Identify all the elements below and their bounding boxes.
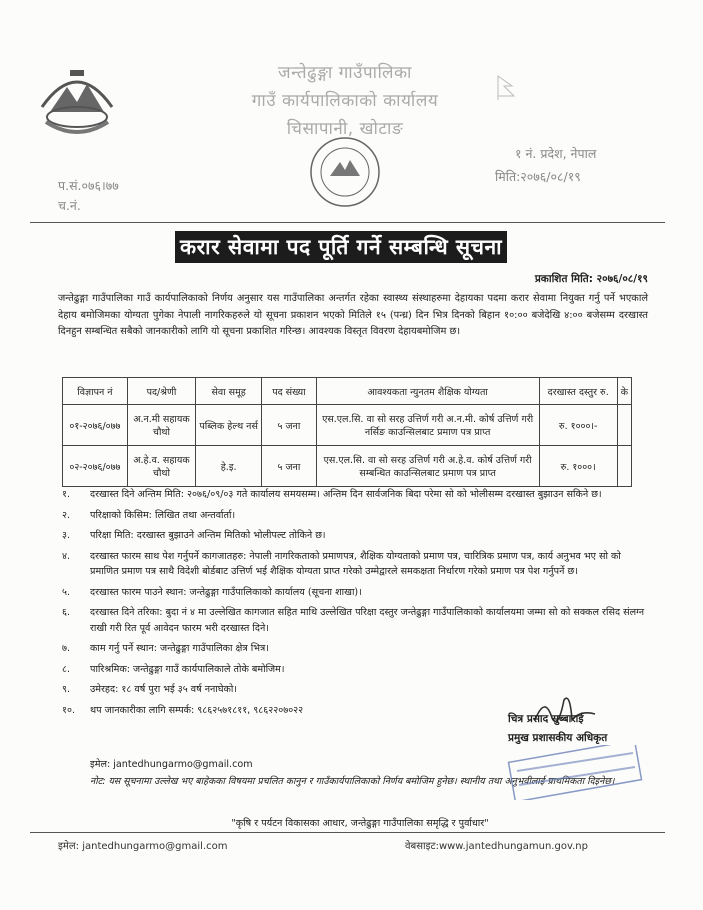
list-item: ६. दरखास्त दिने तरिका: बुदा नं ४ मा उल्लेखित कागजात सहित माथि उल्लेखित परिक्षा दस्तुर जन्तेढुङ्गा गाउँपालिकाको कार्यालयमा जम्मा सो को सक्कल रसिद संलग्न राखी गरी रित पूर्व आवेदन फारम भरी दरखास्त दिने।	[62, 607, 645, 634]
cell-fee: रु. १०००।	[539, 446, 617, 487]
col-header-qualification: आवश्यकता न्युनतम शैक्षिक योग्यता	[316, 378, 539, 405]
intro-paragraph: जन्तेढुङ्गा गाउँपालिका गाउँ कार्यपालिकाको निर्णय अनुसार यस गाउँपालिका अन्तर्गत रहेका स्वास्थ्य संस्थाहरुमा देहायका पदमा करार सेवामा नियुक्त गर्नु पर्ने भएकाले देहाय बमोजिमका योग्यता पुगेका नेपाली नागरिकहरुले यो सूचना प्रकाशन भएको मितिले १५ (पन्ध्र) दिन भित्र दिनको बिहान १०:०० बजेदेखि ४:०० बजेसम्म दरखास्त दिनहुन सम्बन्धित सबैको जानकारीको लागि यो सूचना प्रकाशित गरिन्छ। आवश्यक विस्तृत विवरण देहायबमोजिम छ।	[58, 293, 648, 337]
table-row	[63, 405, 632, 446]
nepal-emblem-icon	[32, 62, 122, 142]
municipality-name: जन्तेढुङ्गा गाउँपालिका	[278, 63, 412, 83]
list-item: ९. उमेरहद: १८ वर्ष पुरा भई ३५ वर्ष ननाघेको।	[62, 684, 238, 695]
province: १ नं. प्रदेश, नेपाल	[515, 146, 597, 161]
list-item: ३. परिक्षा मिति: दरखास्त बुझाउने अन्तिम मितिको भोलीपल्ट तोकिने छ।	[62, 530, 326, 541]
col-header-remarks: के	[617, 378, 631, 405]
list-item: ४. दरखास्त फारम साथ पेश गर्नुपर्ने कागजातहरु: नेपाली नागरिकताको प्रमाणपत्र, शैक्षिक योग्यताको प्रमाण पत्र, चारित्रिक प्रमाण पत्र, कार्य अनुभव भए सो को प्रमाणित प्रमाण पत्र साथै विदेशी बोर्डबाट उत्तिर्ण भई शैक्षिक योग्यता प्राप्त गरेको उम्मेद्वारले समकक्षता निर्धारण गरेको प्रमाण पत्र पेश गर्नुपर्ने छ।	[62, 550, 621, 577]
vacancy-table	[62, 377, 632, 487]
cell-fee: रु. १०००।-	[539, 405, 617, 446]
table-header-row	[63, 378, 632, 405]
cell-count: ५ जना	[262, 405, 316, 446]
cell-service: पब्लिक हेल्थ नर्स	[196, 405, 262, 446]
cell-post: अ.हे.व. सहायक चौथो	[127, 446, 195, 487]
footer-email: इमेल: jantedhungarmo@gmail.com	[58, 841, 228, 852]
cell-count: ५ जना	[262, 446, 316, 487]
list-item: ५. दरखास्त फारम पाउने स्थान: जन्तेढुङ्गा गाउँपालिकाको कार्यालय (सूचना शाखा)।	[62, 586, 362, 598]
footer-divider	[30, 832, 665, 833]
office-address: चिसापानी, खोटाङ	[286, 119, 404, 139]
note-text: नोट: यस सूचनामा उल्लेख भए बाहेकका विषयमा प्रचलित कानुन र गाउँकार्यपालिकाको निर्णय बमोजिम हुनेछ। स्थानीय तथा अनुभवीलाई प्राथमिकता दिइनेछ।	[90, 776, 615, 787]
cell-remarks	[617, 446, 631, 487]
reference-number: प.सं.०७६।७७	[58, 178, 119, 193]
letter-date: मिति:२०७६/०८/१९	[495, 169, 581, 184]
col-header-fee: दरखास्त दस्तुर रु.	[539, 378, 617, 405]
table-row	[63, 446, 632, 487]
cell-ad-no: ०१-२०७६/०७७	[63, 405, 128, 446]
signatory-name: चित्र प्रसाद सुब्बाराई	[508, 713, 584, 725]
header-divider	[30, 222, 665, 223]
notice-title: करार सेवामा पद पूर्ति गर्ने सम्बन्धि सूचना	[175, 231, 507, 263]
signatory-title: प्रमुख प्रशासकीय अधिकृत	[508, 732, 608, 744]
published-date: प्रकाशित मिति: २०७६/०८/१९	[534, 273, 648, 285]
flag-icon	[490, 72, 530, 102]
official-seal-icon	[505, 745, 645, 800]
dispatch-number: च.नं.	[58, 198, 81, 213]
office-stamp-icon	[300, 132, 390, 217]
cell-qualification: एस.एल.सि. वा सो सरह उत्तिर्ण गरी अ.न.मी. कोर्ष उत्तिर्ण गरी नर्सिङ काउन्सिलबाट प्रमाण पत्र प्राप्त	[316, 405, 539, 446]
col-header-service: सेवा समूह	[196, 378, 262, 405]
cell-qualification: एस.एल.सि. वा सो सरह उत्तिर्ण गरी अ.हे.व. कोर्ष उत्तिर्ण गरी सम्बन्धित काउन्सिलबाट प्रमाण पत्र प्राप्त	[316, 446, 539, 487]
contact-email: इमेल: jantedhungarmo@gmail.com	[90, 759, 253, 770]
col-header-ad-no: विज्ञापन नं	[63, 378, 128, 405]
conditions-list	[62, 487, 647, 723]
col-header-post: पद/श्रेणी	[127, 378, 195, 405]
list-item: २. परिक्षाको किसिम: लिखित तथा अन्तर्वार्ता।	[62, 509, 236, 521]
cell-service: हे.इ.	[196, 446, 262, 487]
list-item: ८. पारिश्रमिक: जन्तेढुङ्गा गाउँ कार्यपालिकाले तोके बमोजिम।	[62, 663, 285, 675]
list-item: १. दरखास्त दिने अन्तिम मिति: २०७६/०९/०३ गते कार्यालय समयसम्म। अन्तिम दिन सार्वजनिक बिदा परेमा सो को भोलीसम्म दरखास्त बुझाउन सकिने छ।	[62, 489, 602, 500]
cell-post: अ.न.मी सहायक चौथो	[127, 405, 195, 446]
list-item: ७. काम गर्नु पर्ने स्थान: जन्तेढुङ्गा गाउँपालिका क्षेत्र भित्र।	[62, 643, 269, 654]
list-item: १०. थप जानकारीका लागि सम्पर्क: ९८६२५७१८११, ९८६२२०७०२२	[62, 704, 304, 716]
office-name: गाउँ कार्यपालिकाको कार्यालय	[251, 91, 439, 111]
footer-slogan: "कृषि र पर्यटन विकासका आधार, जन्तेढुङ्गा गाउँपालिका समृद्धि र पुर्वाधार"	[231, 818, 489, 829]
cell-remarks	[617, 405, 631, 446]
footer-website: वेबसाइट:www.jantedhungamun.gov.np	[405, 841, 588, 852]
col-header-count: पद संख्या	[262, 378, 316, 405]
cell-ad-no: ०२-२०७६/०७७	[63, 446, 128, 487]
